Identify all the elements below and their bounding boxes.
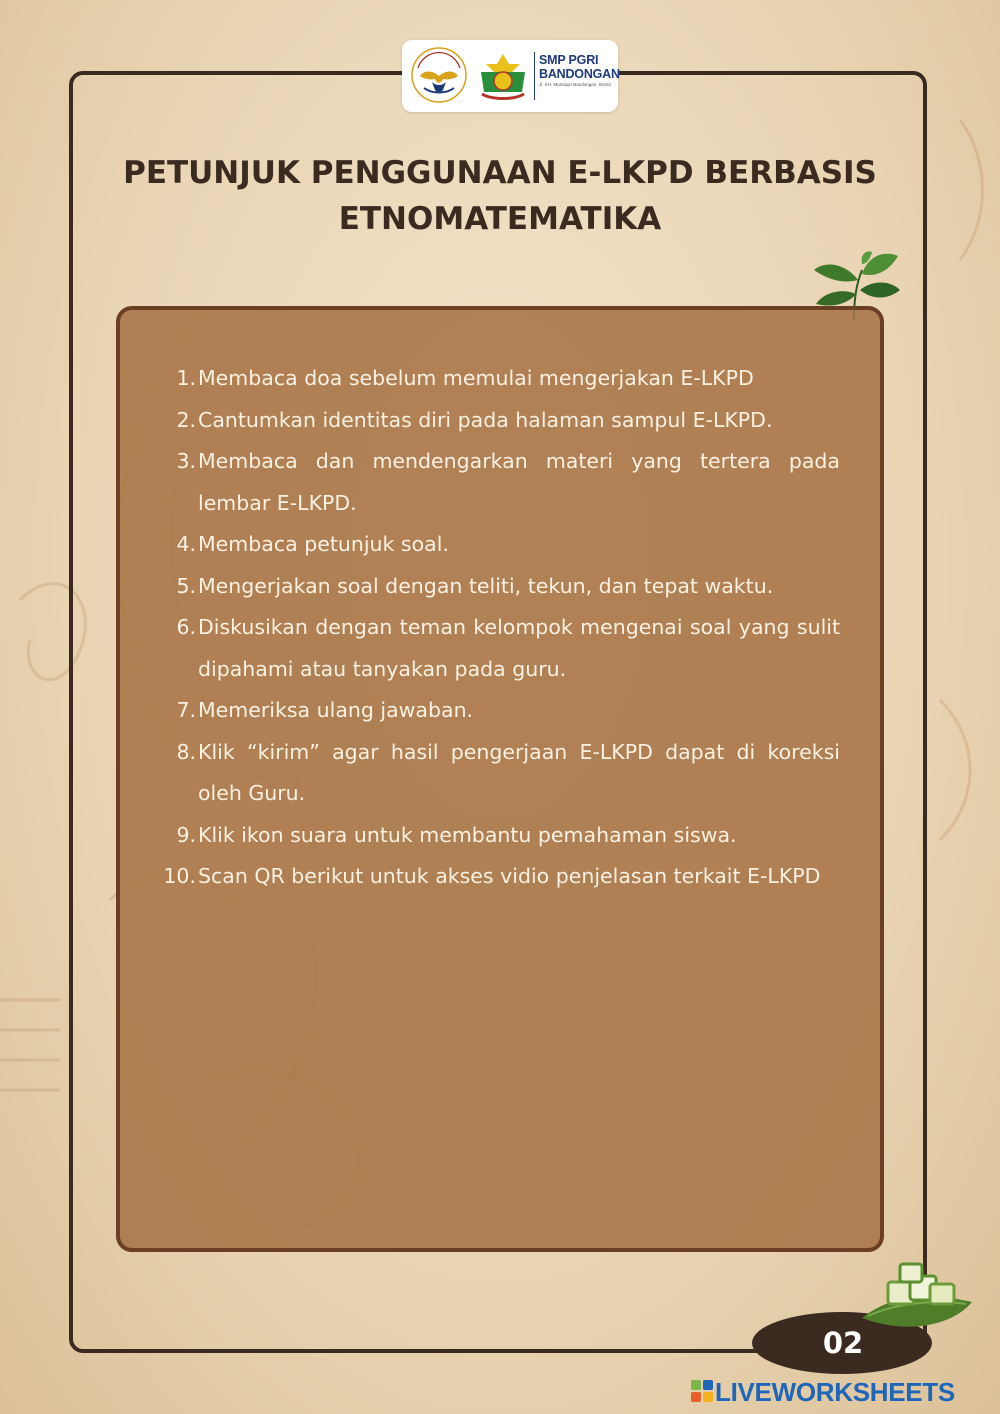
logo-header [402,40,618,112]
step-text: Membaca doa sebelum memulai mengerjakan E-LKPD [198,366,754,390]
step-text: Memeriksa ulang jawaban. [198,698,474,722]
smp-pgri-logo-icon [476,50,530,104]
liveworksheets-logo-icon [691,1380,713,1402]
school-name-line1: SMP PGRI [539,53,599,67]
step-number: 9. [176,822,196,847]
step-number: 1. [176,366,196,390]
list-item [156,607,840,690]
logo-divider [534,52,535,100]
step-text: Membaca petunjuk soal. [198,532,449,556]
instructions-list [156,358,840,898]
step-number: 7. [176,698,196,722]
school-name-block [539,53,620,88]
banana-leaf-food-icon [858,1262,976,1338]
page-number: 02 [822,1326,864,1360]
list-item [156,732,840,815]
universitas-tidar-logo-icon [410,46,468,104]
list-item [156,815,840,857]
step-number: 3. [176,449,196,473]
step-number: 10. [163,864,196,888]
step-number: 6. [176,615,196,639]
list-item [156,566,840,608]
step-text: Diskusikan dengan teman kelompok mengenai soal yang sulit dipahami atau tanyakan pada guru. [198,615,840,681]
step-number: 4. [176,532,196,556]
list-item [156,690,840,732]
step-number: 5. [176,573,196,598]
liveworksheets-brand [691,1375,991,1409]
step-text: Scan QR berikut untuk akses vidio penjelasan terkait E-LKPD [198,864,821,888]
list-item [156,856,840,898]
step-number: 2. [176,407,196,432]
step-number: 8. [176,739,196,764]
step-text: Membaca dan mendengarkan materi yang tertera pada lembar E-LKPD. [198,449,840,515]
school-address: Jl. KH. Muntaqin Bandongan, 56151 [539,82,612,87]
list-item [156,358,840,400]
page-title: PETUNJUK PENGGUNAAN E-LKPD BERBASIS ETNOMATEMATIKA [123,155,877,237]
school-name-line2: BANDONGAN [539,67,620,81]
list-item [156,400,840,442]
step-text: Klik ikon suara untuk membantu pemahaman siswa. [198,822,737,847]
liveworksheets-wordmark: LIVEWORKSHEETS [715,1377,955,1407]
step-text: Cantumkan identitas diri pada halaman sampul E-LKPD. [198,407,773,432]
list-item [156,441,840,524]
list-item [156,524,840,566]
step-text: Mengerjakan soal dengan teliti, tekun, dan tepat waktu. [198,573,774,598]
step-text: Klik “kirim” agar hasil pengerjaan E-LKPD dapat di koreksi oleh Guru. [198,739,840,805]
